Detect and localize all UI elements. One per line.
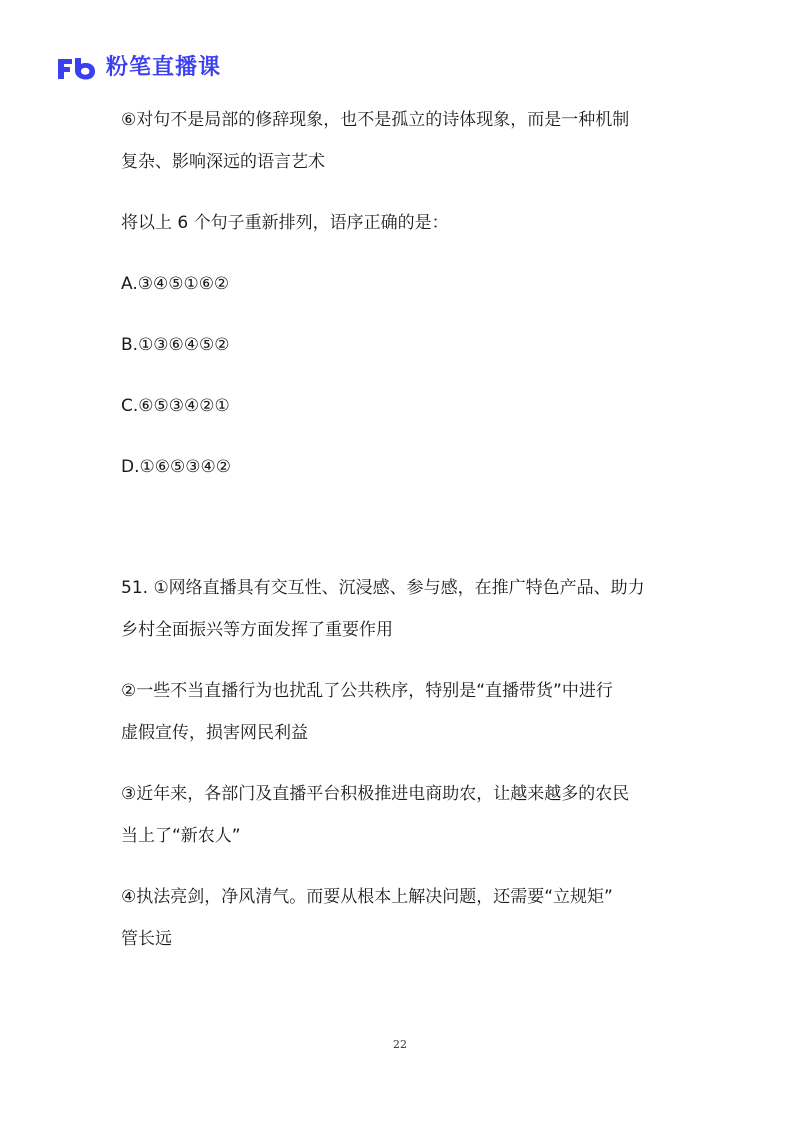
q51-item4-line1: ④执法亮剑，净风清气。而要从根本上解决问题，还需要“立规矩” [121, 887, 613, 907]
q50-option-d: D.①⑥⑤③④② [121, 457, 231, 477]
q50-option-c: C.⑥⑤③④②① [121, 396, 230, 416]
q50-item6-line2: 复杂、影响深远的语言艺术 [121, 152, 325, 172]
q50-item6-line1: ⑥对句不是局部的修辞现象，也不是孤立的诗体现象，而是一种机制 [121, 110, 630, 130]
q51-item1-line1: 51. ①网络直播具有交互性、沉浸感、参与感，在推广特色产品、助力 [121, 578, 645, 598]
q50-prompt: 将以上 6 个句子重新排列，语序正确的是： [121, 213, 449, 233]
q50-option-b: B.①③⑥④⑤② [121, 335, 230, 355]
q51-item2-line1: ②一些不当直播行为也扰乱了公共秩序，特别是“直播带货”中进行 [121, 681, 613, 701]
q51-item3-line1: ③近年来，各部门及直播平台积极推进电商助农，让越来越多的农民 [121, 784, 630, 804]
brand-name: 粉笔直播课 [106, 55, 222, 80]
q51-item4-line2: 管长远 [121, 929, 172, 949]
q51-item2-line2: 虚假宣传，损害网民利益 [121, 723, 308, 743]
fenbi-logo-icon [56, 55, 98, 81]
q51-item3-line2: 当上了“新农人” [121, 826, 241, 846]
page-number: 22 [393, 1038, 407, 1051]
q51-item1-line2: 乡村全面振兴等方面发挥了重要作用 [121, 620, 393, 640]
brand-header [56, 52, 221, 84]
q50-option-a: A.③④⑤①⑥② [121, 274, 230, 294]
